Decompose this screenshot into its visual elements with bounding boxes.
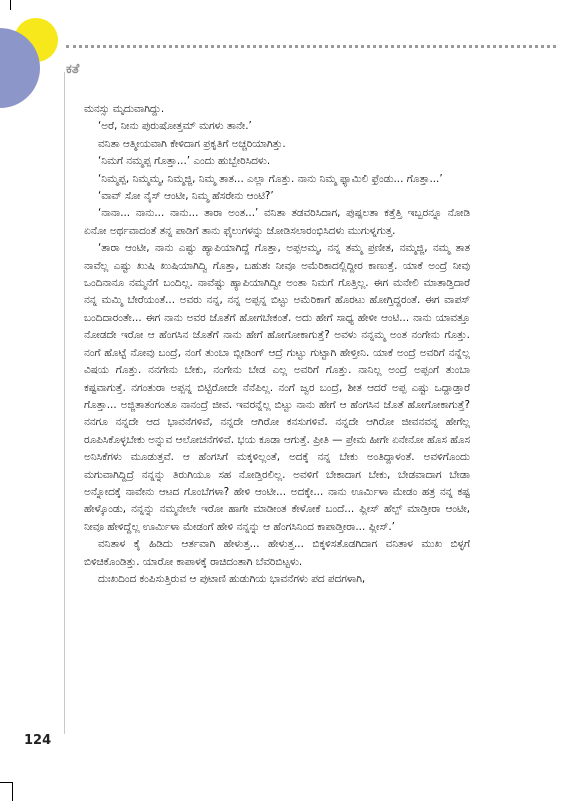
crop-mark-bottom: [0, 782, 13, 801]
paragraph: ‘ನಿಮಗೆ ನಮ್ಮಪ್ಪ ಗೊತ್ತಾ...’ ಎಂದು ಹುಬ್ಬೇರಿಸಿದಳು.: [98, 155, 271, 168]
paragraph: ‘ತಾರಾ ಆಂಟೀ, ನಾನು ಎಷ್ಟು ಹ್ಯಾಪಿಯಾಗಿದ್ದೆ ಗೊತ್ತಾ, ಅಪ್ಪಅಮ್ಮ, ನನ್ನ ತಮ್ಮ ಪ್ರಣೀತ, ನಮ್ಮಜ್ಜಿ, ನಮ್ಮ ತಾತ ನಾವೆಲ್ಲ ಎಷ್ಟು ಖುಷಿ ಖುಷಿಯಾಗಿದ್ವಿ ಗೊತ್ತಾ, ಬಹುಶಃ ನೀವೂ ಅಮೆರಿಕಾದಲ್ಲಿದ್ದೀರ ಕಾಣುತ್ತೆ. ಯಾಕೆ ಅಂದ್ರೆ ನೀವು ಒಂದಿನಾನೂ ನಮ್ಮನೆಗೆ ಬಂದಿಲ್ಲ. ನಾವೆಷ್ಟು ಹ್ಯಾಪಿಯಾಗಿದ್ವೀ ಅಂತಾ ನಿಮಗೆ ಗೊತ್ತಿಲ್ಲ. ಈಗ ಮನೇಲಿ ಮಾತಾಡ್ತಿದಾರೆ ನನ್ನ ಮಮ್ಮಿ ಬೇರೆಯಂತೆ... ಅವರು ನನ್ನ, ನನ್ನ ಅಪ್ಪನ್ನ ಬಿಟ್ಟು ಅಮೆರಿಕಾಗೆ ಹೊರಟು ಹೋಗ್ತಿದ್ದರಂತೆ. ಈಗ ವಾಪಸ್ ಬಂದಿದಾರಂತೇ... ಈಗ ನಾನು ಅವರ ಜೊತೆಗೆ ಹೋಗಬೇಕಂತೆ. ಅದು ಹೇಗೆ ಸಾಧ್ಯ ಹೇಳೀ ಆಂಟಿ... ನಾನು ಯಾವತ್ತೂ ನೋಡದೇ ಇರೋ ಆ ಹೆಂಗಸಿನ ಜೊತೆಗೆ ನಾನು ಹೇಗೆ ಹೋಗೋಕಾಗುತ್ತೆ? ಅವಳು ನನ್ನಮ್ಮ ಅಂತ ನಂಗೇನು ಗೊತ್ತು. ನಂಗೆ ಹೊಟ್ಟೆ ನೋವು ಬಂದ್ರೆ, ನಂಗೆ ತುಂಬಾ ಬ್ಲೀಡಿಂಗ್ ಆದ್ರೆ ಗುಟ್ಟು ಗುಟ್ಟಾಗಿ ಹೇಳ್ತೀನಿ. ಯಾಕೆ ಅಂದ್ರೆ ಅವರಿಗೆ ನನ್ನೆಲ್ಲ ವಿಷಯ ಗೊತ್ತು. ನನಗೇನು ಬೇಕು, ನಂಗೇನು ಬೇಡ ಎಲ್ಲ ಅವರಿಗೆ ಗೊತ್ತು. ನಾನಿಲ್ಲ ಅಂದ್ರೆ ಅಪ್ಪಂಗೆ ತುಂಬಾ ಕಷ್ಟವಾಗುತ್ತೆ. ನಗಂತುರಾ ಅಪ್ಪನ್ನ ಬಿಟ್ಟಿರೋದೇ ನೆನೆಪಿಲ್ಲ. ನಂಗೆ ಜ್ವರ ಬಂದ್ರೆ, ಶೀತ ಆದರೆ ಅಪ್ಪ ಎಷ್ಟು ಒದ್ದಾಡ್ತಾರೆ ಗೊತ್ತಾ... ಅಜ್ಜಿತಾತಂಗಂತೂ ನಾನಂದ್ರೆ ಜೀವ. ಇವರನ್ನೆಲ್ಲ ಬಿಟ್ಟು ನಾನು ಹೇಗೆ ಆ ಹೆಂಗಸಿನ ಜೊತೆ ಹೋಗೋಕಾಗುತ್ತೆ? ನನಗೂ ನನ್ನದೇ ಆದ ಭಾವನೆಗಳಿವೆ, ನನ್ನದೇ ಆಗಿರೋ ಕನಸುಗಳಿವೆ. ನನ್ನದೇ ಆಗಿರೋ ಜೀವನವನ್ನ ಹೇಗೆಲ್ಲ ರೂಪಿಸಿಕೊಳ್ಳಬೇಕು ಅನ್ನುವ ಆಲೋಚನೆಗಳಿವೆ. ಭಯ ಕೂಡಾ ಆಗುತ್ತೆ. ಪ್ರೀತಿ — ಪ್ರೇಮ ಹೀಗೇ ಏನೇನೋ ಹೊಸ ಹೊಸ ಅನಿಸಿಕೆಗಳು ಮೂಡುತ್ತವೆ. ಆ ಹೆಂಗಸಿಗೆ ಮಕ್ಕಳಿಲ್ಲಂತೆ, ಅದಕ್ಕೆ ನನ್ನ ಬೇಕು ಅಂತಿದ್ದಾಳಂತೆ. ಅವಳಿಗೊಂದು ಮಗುವಾಗಿದ್ದಿದ್ರೆ ನನ್ನನ್ನು ತಿರುಗಿಯೂ ಸಹ ನೋಡ್ತಿರಲಿಲ್ಲ. ಅವಳಿಗೆ ಬೇಕಾದಾಗ ಬೇಕು, ಬೇಡವಾದಾಗ ಬೇಡಾ ಅನ್ನೋದಕ್ಕೆ ನಾವೇನು ಆಟದ ಗೊಂಬೆಗಳಾ? ಹೇಳಿ ಆಂಟೀ... ಅದಕ್ಕೇ... ನಾನು ಊರ್ಮಿಳಾ ಮೇಡಂ ಹತ್ರ ನನ್ನ ಕಷ್ಟ ಹೇಳ್ಕೊಂಡು, ನನ್ನನ್ನು ನಮ್ಮನೇಲೇ ಇರೋ ಹಾಗೇ ಮಾಡೀಂತ ಕೇಳೋಕೆ ಬಂದೆ... ಪ್ಲೀಸ್ ಹೆಲ್ಪ್ ಮಾಡ್ತೀರಾ ಆಂಟೀ, ನೀವೂ ಹೇಳಿದ್ದೆಲ್ಲ ಊರ್ಮಿಳಾ ಮೇಡಂಗೆ ಹೇಳಿ ನನ್ನನ್ನು ಆ ಹೆಂಗಸಿನಿಂದ ಕಾಪಾಡ್ತೀರಾ... ಪ್ಲೀಸ್.’: [84, 242, 470, 533]
dotted-header-rule: [66, 45, 556, 48]
paragraph: ‘ವಾವ್ ಸೋ ನೈಸ್ ಆಂಟೀ, ನಿಮ್ಮ ಹೆಸರೇನು ಆಂಟಿ?’: [98, 190, 274, 203]
paragraph: ವನಿತಾ ಆತ್ಮೀಯವಾಗಿ ಕೇಳಿದಾಗ ಪ್ರಕೃತಿಗೆ ಅಚ್ಚರಿಯಾಗಿತ್ತು.: [98, 137, 286, 150]
story-text: [84, 101, 470, 588]
margin-rule: [64, 72, 65, 734]
paragraph: ‘ನಾನಾ... ನಾನು... ನಾನು... ತಾರಾ ಅಂತ...’ ವನಿತಾ ತಡವರಿಸಿದಾಗ, ಪುಷ್ಪಲತಾ ಕತ್ತೆತ್ತಿ ಇಬ್ಬರನ್ನೂ ನೋಡಿ ಏನೋ ಅರ್ಥವಾದಂತೆ ತನ್ನ ಪಾಡಿಗೆ ತಾನು ಫೈಲುಗಳನ್ನು ಜೋಡಿಸಲಾರಂಭಿಸಿದಳು ಮುಗುಳ್ನಗುತ್ತ.: [84, 207, 470, 237]
paragraph: ‘ನಿಮ್ಮಪ್ಪ, ನಿಮ್ಮಮ್ಮ, ನಿಮ್ಮಜ್ಜಿ, ನಿಮ್ಮ ತಾತ... ಎಲ್ಲಾ ಗೊತ್ತು. ನಾನು ನಿಮ್ಮ ಫ್ಯಾಮಿಲಿ ಫ್ರೆಂಡು... ಗೊತ್ತಾ...’: [98, 172, 443, 185]
page-number: 124: [24, 733, 52, 748]
paragraph: ವನಿತಾಳ ಕೈ ಹಿಡಿದು ಆರ್ತವಾಗಿ ಹೇಳುತ್ತ... ಹೇಳುತ್ತ... ಬಿಕ್ಕಳಿಸತೊಡಗಿದಾಗ ವನಿತಾಳ ಮುಖ ಬಿಳ್ಳಗೆ ಬಿಳಿಚಿಕೊಂಡಿತ್ತು. ಯಾರೋ ಕಾಪಾಳಕ್ಕೆ ರಾಚಿದಂತಾಗಿ ಬೆವರಿಬಿಟ್ಟಳು.: [84, 538, 470, 568]
paragraph: ಮನಸ್ಸು ಮೃದುವಾಗಿದ್ದು.: [84, 103, 165, 115]
crop-mark-top: [0, 0, 11, 10]
paragraph: ದುಃಖದಿಂದ ಕಂಪಿಸುತ್ತಿರುವ ಆ ಪುಟಾಣಿ ಹುಡುಗಿಯ ಭಾವನೆಗಳು ಪದ ಪದಗಳಾಗಿ,: [98, 572, 366, 585]
paragraph: ‘ಅರೆ, ನೀನು ಪುರುಷೋತ್ತಮ್ ಮಗಳು ತಾನೇ.’: [98, 120, 252, 133]
section-label: ಕತೆ: [66, 62, 80, 77]
